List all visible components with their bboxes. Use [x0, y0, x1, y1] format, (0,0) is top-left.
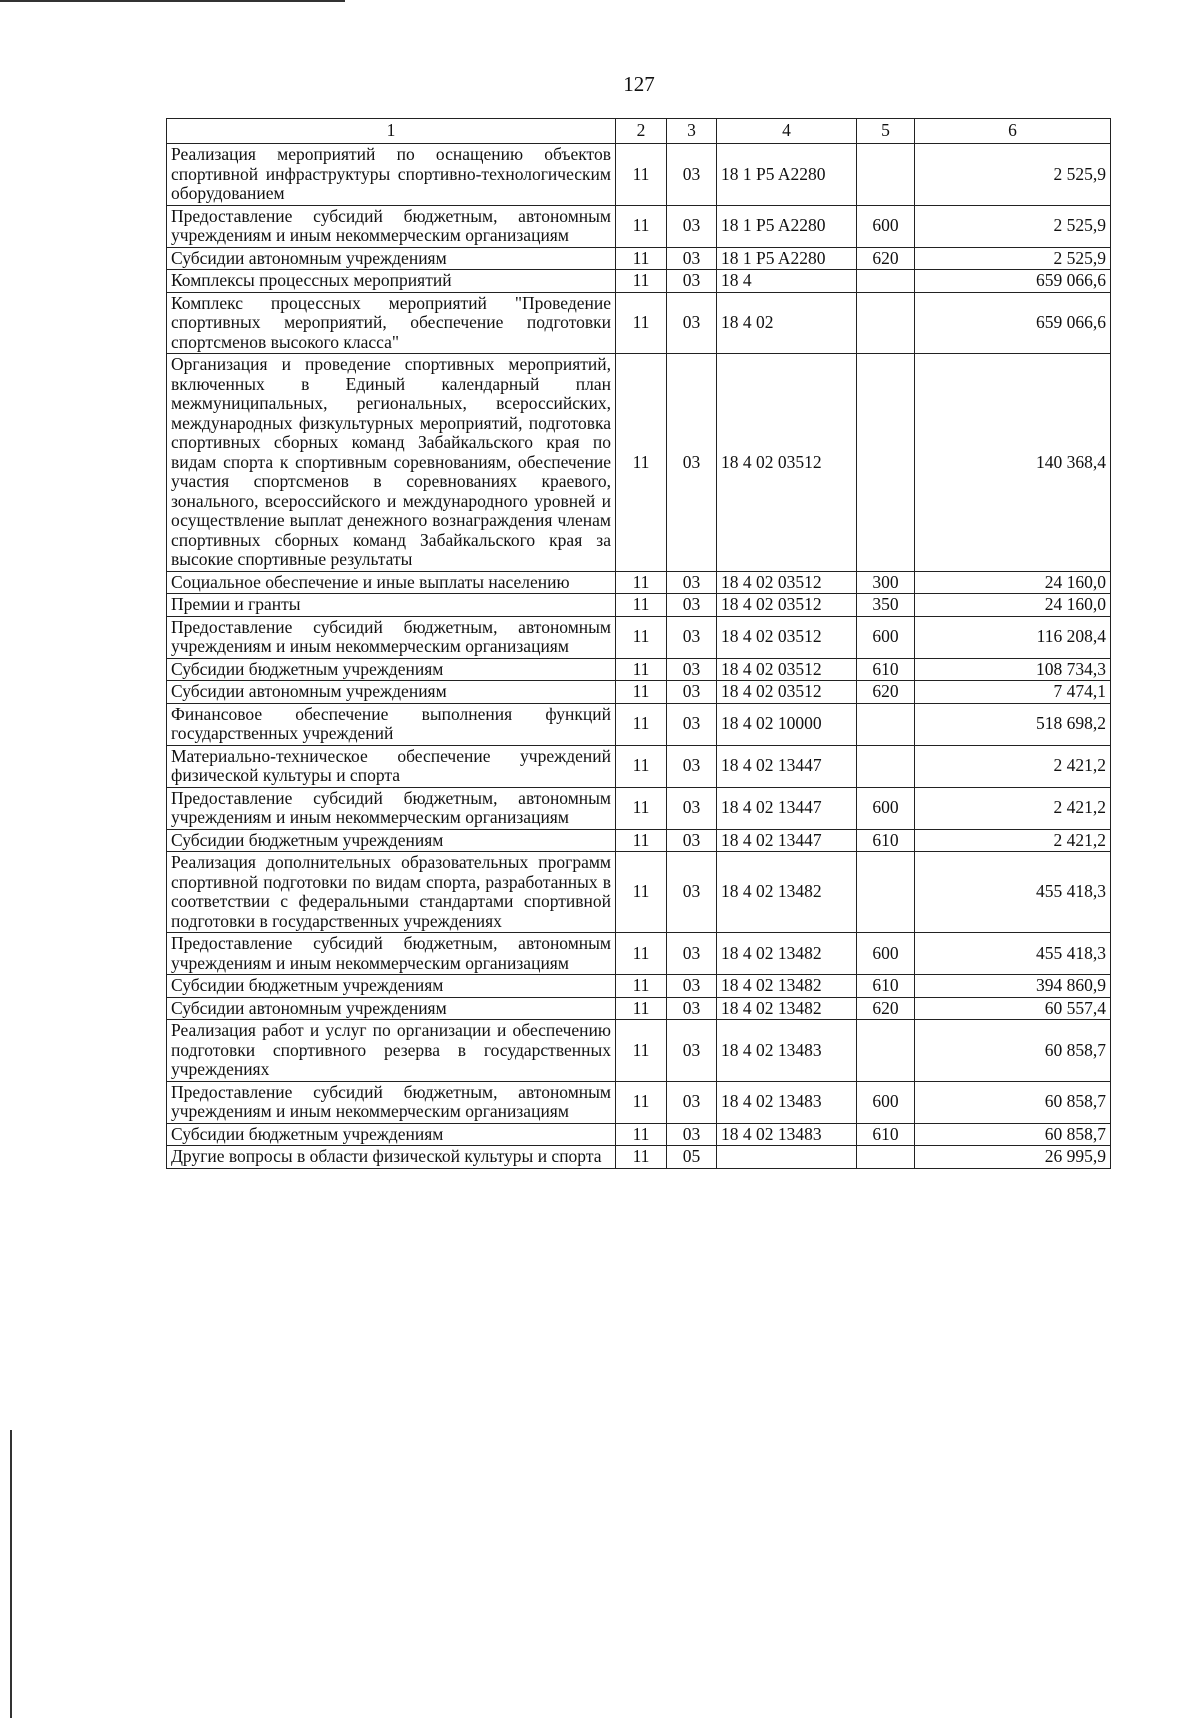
table-row: [167, 270, 1111, 293]
expense-type-cell: [857, 1020, 915, 1082]
section-code-cell: 11: [616, 829, 667, 852]
section-code-cell: 11: [616, 787, 667, 829]
amount-cell: 518 698,2: [915, 703, 1111, 745]
table-row: [167, 205, 1111, 247]
expense-type-cell: 620: [857, 247, 915, 270]
amount-cell: 455 418,3: [915, 933, 1111, 975]
amount-cell: 60 858,7: [915, 1020, 1111, 1082]
expense-type-cell: 620: [857, 681, 915, 704]
table-row: [167, 787, 1111, 829]
expense-type-cell: 600: [857, 205, 915, 247]
section-code-cell: 11: [616, 658, 667, 681]
amount-cell: 2 525,9: [915, 144, 1111, 206]
row-name-cell: Предоставление субсидий бюджетным, автономным учреждениям и иным некоммерческим организациям: [167, 616, 616, 658]
section-code-cell: 11: [616, 1146, 667, 1169]
section-code-cell: 11: [616, 997, 667, 1020]
table-row: [167, 1081, 1111, 1123]
target-article-cell: 18 1 P5 A2280: [717, 247, 857, 270]
table-row: [167, 247, 1111, 270]
section-code-cell: 11: [616, 247, 667, 270]
table-row: [167, 571, 1111, 594]
row-name-cell: Субсидии автономным учреждениям: [167, 247, 616, 270]
header-cell-1: 1: [167, 119, 616, 144]
target-article-cell: 18 4 02 10000: [717, 703, 857, 745]
amount-cell: 659 066,6: [915, 270, 1111, 293]
amount-cell: 60 858,7: [915, 1081, 1111, 1123]
row-name-cell: Субсидии автономным учреждениям: [167, 681, 616, 704]
section-code-cell: 11: [616, 270, 667, 293]
subsection-code-cell: 03: [667, 852, 717, 933]
expense-type-cell: 600: [857, 933, 915, 975]
target-article-cell: 18 4 02 13483: [717, 1123, 857, 1146]
target-article-cell: 18 4 02 13447: [717, 787, 857, 829]
scan-edge-top: [0, 0, 345, 2]
target-article-cell: 18 4 02 03512: [717, 681, 857, 704]
amount-cell: 108 734,3: [915, 658, 1111, 681]
row-name-cell: Реализация работ и услуг по организации и обеспечению подготовки спортивного резерва в государственных учреждениях: [167, 1020, 616, 1082]
section-code-cell: 11: [616, 354, 667, 572]
table-row: [167, 354, 1111, 572]
section-code-cell: 11: [616, 205, 667, 247]
subsection-code-cell: 03: [667, 829, 717, 852]
expense-type-cell: [857, 852, 915, 933]
expense-type-cell: [857, 703, 915, 745]
header-cell-3: 3: [667, 119, 717, 144]
amount-cell: 60 858,7: [915, 1123, 1111, 1146]
amount-cell: 659 066,6: [915, 292, 1111, 354]
subsection-code-cell: 03: [667, 975, 717, 998]
table-row: [167, 616, 1111, 658]
amount-cell: 394 860,9: [915, 975, 1111, 998]
expense-type-cell: [857, 292, 915, 354]
section-code-cell: 11: [616, 144, 667, 206]
target-article-cell: 18 4 02 13483: [717, 1081, 857, 1123]
expense-type-cell: 610: [857, 829, 915, 852]
target-article-cell: 18 4 02 13447: [717, 829, 857, 852]
amount-cell: 2 421,2: [915, 787, 1111, 829]
row-name-cell: Комплекс процессных мероприятий "Проведение спортивных мероприятий, обеспечение подготовки спортсменов высокого класса": [167, 292, 616, 354]
target-article-cell: 18 4 02 13482: [717, 975, 857, 998]
subsection-code-cell: 03: [667, 270, 717, 293]
target-article-cell: 18 4 02 03512: [717, 616, 857, 658]
target-article-cell: [717, 1146, 857, 1169]
expense-type-cell: 610: [857, 658, 915, 681]
row-name-cell: Материально-техническое обеспечение учреждений физической культуры и спорта: [167, 745, 616, 787]
expense-type-cell: [857, 1146, 915, 1169]
target-article-cell: 18 1 P5 A2280: [717, 144, 857, 206]
section-code-cell: 11: [616, 1123, 667, 1146]
target-article-cell: 18 4 02 13483: [717, 1020, 857, 1082]
section-code-cell: 11: [616, 933, 667, 975]
section-code-cell: 11: [616, 1081, 667, 1123]
section-code-cell: 11: [616, 292, 667, 354]
amount-cell: 2 421,2: [915, 829, 1111, 852]
row-name-cell: Социальное обеспечение и иные выплаты населению: [167, 571, 616, 594]
target-article-cell: 18 4 02 13447: [717, 745, 857, 787]
table-row: [167, 975, 1111, 998]
subsection-code-cell: 03: [667, 787, 717, 829]
row-name-cell: Предоставление субсидий бюджетным, автономным учреждениям и иным некоммерческим организациям: [167, 1081, 616, 1123]
amount-cell: 7 474,1: [915, 681, 1111, 704]
budget-table-body: [167, 119, 1111, 1169]
amount-cell: 60 557,4: [915, 997, 1111, 1020]
section-code-cell: 11: [616, 745, 667, 787]
amount-cell: 2 525,9: [915, 205, 1111, 247]
target-article-cell: 18 4 02 03512: [717, 571, 857, 594]
expense-type-cell: 620: [857, 997, 915, 1020]
expense-type-cell: 350: [857, 594, 915, 617]
budget-table: [166, 118, 1111, 1169]
subsection-code-cell: 03: [667, 1020, 717, 1082]
expense-type-cell: 600: [857, 616, 915, 658]
table-row: [167, 1020, 1111, 1082]
target-article-cell: 18 4 02 03512: [717, 594, 857, 617]
section-code-cell: 11: [616, 975, 667, 998]
amount-cell: 24 160,0: [915, 571, 1111, 594]
row-name-cell: Субсидии автономным учреждениям: [167, 997, 616, 1020]
section-code-cell: 11: [616, 852, 667, 933]
subsection-code-cell: 03: [667, 703, 717, 745]
row-name-cell: Предоставление субсидий бюджетным, автономным учреждениям и иным некоммерческим организациям: [167, 933, 616, 975]
page-number: 127: [623, 72, 655, 96]
table-row: [167, 1123, 1111, 1146]
subsection-code-cell: 03: [667, 681, 717, 704]
section-code-cell: 11: [616, 571, 667, 594]
header-cell-5: 5: [857, 119, 915, 144]
header-cell-4: 4: [717, 119, 857, 144]
row-name-cell: Организация и проведение спортивных мероприятий, включенных в Единый календарный план межмуниципальных, региональных, всероссийских, международных физкультурных мероприятий, подготовка спортивных сборных команд Забайкальского края по видам спорта к спортивным соревнованиям, обеспечение участия спортсменов в соревнованиях краевого, зонального, всероссийского и международного уровней и осуществление выплат денежного вознаграждения членам спортивных сборных команд Забайкальского края за высокие спортивные результаты: [167, 354, 616, 572]
subsection-code-cell: 03: [667, 354, 717, 572]
section-code-cell: 11: [616, 681, 667, 704]
target-article-cell: 18 4: [717, 270, 857, 293]
row-name-cell: Субсидии бюджетным учреждениям: [167, 975, 616, 998]
target-article-cell: 18 4 02 03512: [717, 354, 857, 572]
expense-type-cell: [857, 354, 915, 572]
table-row: [167, 1146, 1111, 1169]
table-row: [167, 658, 1111, 681]
row-name-cell: Субсидии бюджетным учреждениям: [167, 1123, 616, 1146]
target-article-cell: 18 4 02: [717, 292, 857, 354]
target-article-cell: 18 4 02 13482: [717, 852, 857, 933]
subsection-code-cell: 03: [667, 247, 717, 270]
subsection-code-cell: 03: [667, 205, 717, 247]
header-cell-6: 6: [915, 119, 1111, 144]
expense-type-cell: 600: [857, 787, 915, 829]
header-row: [167, 119, 1111, 144]
table-row: [167, 144, 1111, 206]
table-row: [167, 997, 1111, 1020]
target-article-cell: 18 4 02 13482: [717, 933, 857, 975]
subsection-code-cell: 03: [667, 292, 717, 354]
target-article-cell: 18 4 02 13482: [717, 997, 857, 1020]
amount-cell: 26 995,9: [915, 1146, 1111, 1169]
subsection-code-cell: 05: [667, 1146, 717, 1169]
row-name-cell: Субсидии бюджетным учреждениям: [167, 658, 616, 681]
row-name-cell: Реализация мероприятий по оснащению объектов спортивной инфраструктуры спортивно-технологическим оборудованием: [167, 144, 616, 206]
subsection-code-cell: 03: [667, 997, 717, 1020]
table-row: [167, 745, 1111, 787]
section-code-cell: 11: [616, 1020, 667, 1082]
header-cell-2: 2: [616, 119, 667, 144]
row-name-cell: Предоставление субсидий бюджетным, автономным учреждениям и иным некоммерческим организациям: [167, 787, 616, 829]
amount-cell: 2 525,9: [915, 247, 1111, 270]
row-name-cell: Финансовое обеспечение выполнения функций государственных учреждений: [167, 703, 616, 745]
subsection-code-cell: 03: [667, 933, 717, 975]
scan-edge-left: [10, 1430, 12, 1718]
expense-type-cell: [857, 745, 915, 787]
table-row: [167, 703, 1111, 745]
target-article-cell: 18 1 P5 A2280: [717, 205, 857, 247]
row-name-cell: Предоставление субсидий бюджетным, автономным учреждениям и иным некоммерческим организациям: [167, 205, 616, 247]
row-name-cell: Другие вопросы в области физической культуры и спорта: [167, 1146, 616, 1169]
row-name-cell: Премии и гранты: [167, 594, 616, 617]
table-row: [167, 933, 1111, 975]
subsection-code-cell: 03: [667, 144, 717, 206]
expense-type-cell: [857, 270, 915, 293]
subsection-code-cell: 03: [667, 616, 717, 658]
amount-cell: 140 368,4: [915, 354, 1111, 572]
amount-cell: 24 160,0: [915, 594, 1111, 617]
subsection-code-cell: 03: [667, 658, 717, 681]
table-row: [167, 852, 1111, 933]
subsection-code-cell: 03: [667, 571, 717, 594]
amount-cell: 2 421,2: [915, 745, 1111, 787]
section-code-cell: 11: [616, 703, 667, 745]
amount-cell: 116 208,4: [915, 616, 1111, 658]
row-name-cell: Реализация дополнительных образовательных программ спортивной подготовки по видам спорта, разработанных в соответствии с федеральными стандартами спортивной подготовки в государственных учреждениях: [167, 852, 616, 933]
expense-type-cell: [857, 144, 915, 206]
expense-type-cell: 300: [857, 571, 915, 594]
table-row: [167, 594, 1111, 617]
subsection-code-cell: 03: [667, 1081, 717, 1123]
table-row: [167, 681, 1111, 704]
target-article-cell: 18 4 02 03512: [717, 658, 857, 681]
expense-type-cell: 600: [857, 1081, 915, 1123]
section-code-cell: 11: [616, 594, 667, 617]
table-row: [167, 829, 1111, 852]
amount-cell: 455 418,3: [915, 852, 1111, 933]
subsection-code-cell: 03: [667, 745, 717, 787]
expense-type-cell: 610: [857, 1123, 915, 1146]
row-name-cell: Комплексы процессных мероприятий: [167, 270, 616, 293]
subsection-code-cell: 03: [667, 594, 717, 617]
section-code-cell: 11: [616, 616, 667, 658]
row-name-cell: Субсидии бюджетным учреждениям: [167, 829, 616, 852]
expense-type-cell: 610: [857, 975, 915, 998]
table-row: [167, 292, 1111, 354]
subsection-code-cell: 03: [667, 1123, 717, 1146]
